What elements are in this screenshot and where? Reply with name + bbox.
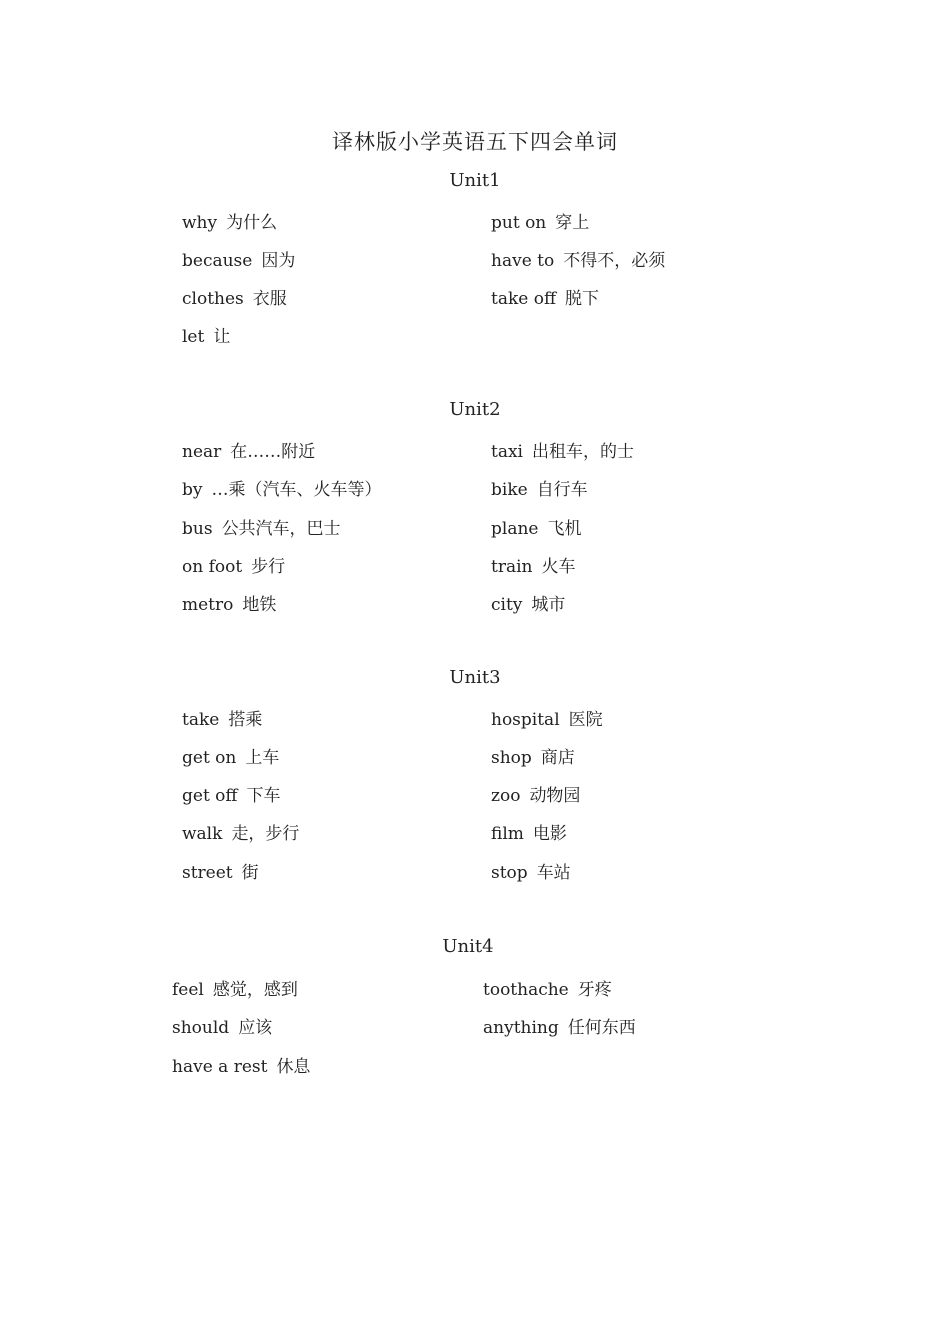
vocab-entry: get on 上车 bbox=[182, 748, 280, 768]
vocab-entry: take 搭乘 bbox=[182, 710, 263, 730]
vocab-entry: put on 穿上 bbox=[491, 213, 590, 233]
vocab-entry: zoo 动物园 bbox=[491, 786, 581, 806]
unit2-heading: Unit2 bbox=[449, 399, 501, 420]
vocab-entry: clothes 衣服 bbox=[182, 289, 287, 309]
vocab-entry: street 街 bbox=[182, 863, 259, 883]
vocab-entry: hospital 医院 bbox=[491, 710, 603, 730]
vocab-entry: by …乘（汽车、火车等） bbox=[182, 480, 382, 500]
vocab-entry: near 在……附近 bbox=[182, 442, 316, 462]
vocab-entry: city 城市 bbox=[491, 595, 566, 615]
vocab-entry: take off 脱下 bbox=[491, 289, 600, 309]
vocab-entry: anything 任何东西 bbox=[483, 1018, 636, 1038]
vocab-entry: film 电影 bbox=[491, 824, 567, 844]
unit1-heading: Unit1 bbox=[449, 170, 501, 191]
vocab-entry: feel 感觉，感到 bbox=[172, 980, 298, 1000]
vocab-entry: get off 下车 bbox=[182, 786, 281, 806]
vocab-entry: train 火车 bbox=[491, 557, 576, 577]
vocab-entry: have a rest 休息 bbox=[172, 1057, 311, 1077]
vocab-entry: on foot 步行 bbox=[182, 557, 286, 577]
vocab-entry: walk 走，步行 bbox=[182, 824, 300, 844]
vocab-entry: have to 不得不，必须 bbox=[491, 251, 666, 271]
vocab-entry: shop 商店 bbox=[491, 748, 575, 768]
vocab-entry: metro 地铁 bbox=[182, 595, 277, 615]
page-title: 译林版小学英语五下四会单词 bbox=[332, 130, 618, 154]
unit4-heading: Unit4 bbox=[442, 936, 494, 957]
vocab-entry: taxi 出租车，的士 bbox=[491, 442, 634, 462]
vocab-entry: toothache 牙疼 bbox=[483, 980, 612, 1000]
vocab-entry: bike 自行车 bbox=[491, 480, 588, 500]
vocab-entry: let 让 bbox=[182, 327, 231, 347]
vocab-entry: bus 公共汽车，巴士 bbox=[182, 519, 341, 539]
vocab-entry: plane 飞机 bbox=[491, 519, 582, 539]
vocab-entry: because 因为 bbox=[182, 251, 296, 271]
vocab-entry: stop 车站 bbox=[491, 863, 571, 883]
vocab-entry: should 应该 bbox=[172, 1018, 273, 1038]
vocab-entry: why 为什么 bbox=[182, 213, 278, 233]
unit3-heading: Unit3 bbox=[449, 667, 501, 688]
